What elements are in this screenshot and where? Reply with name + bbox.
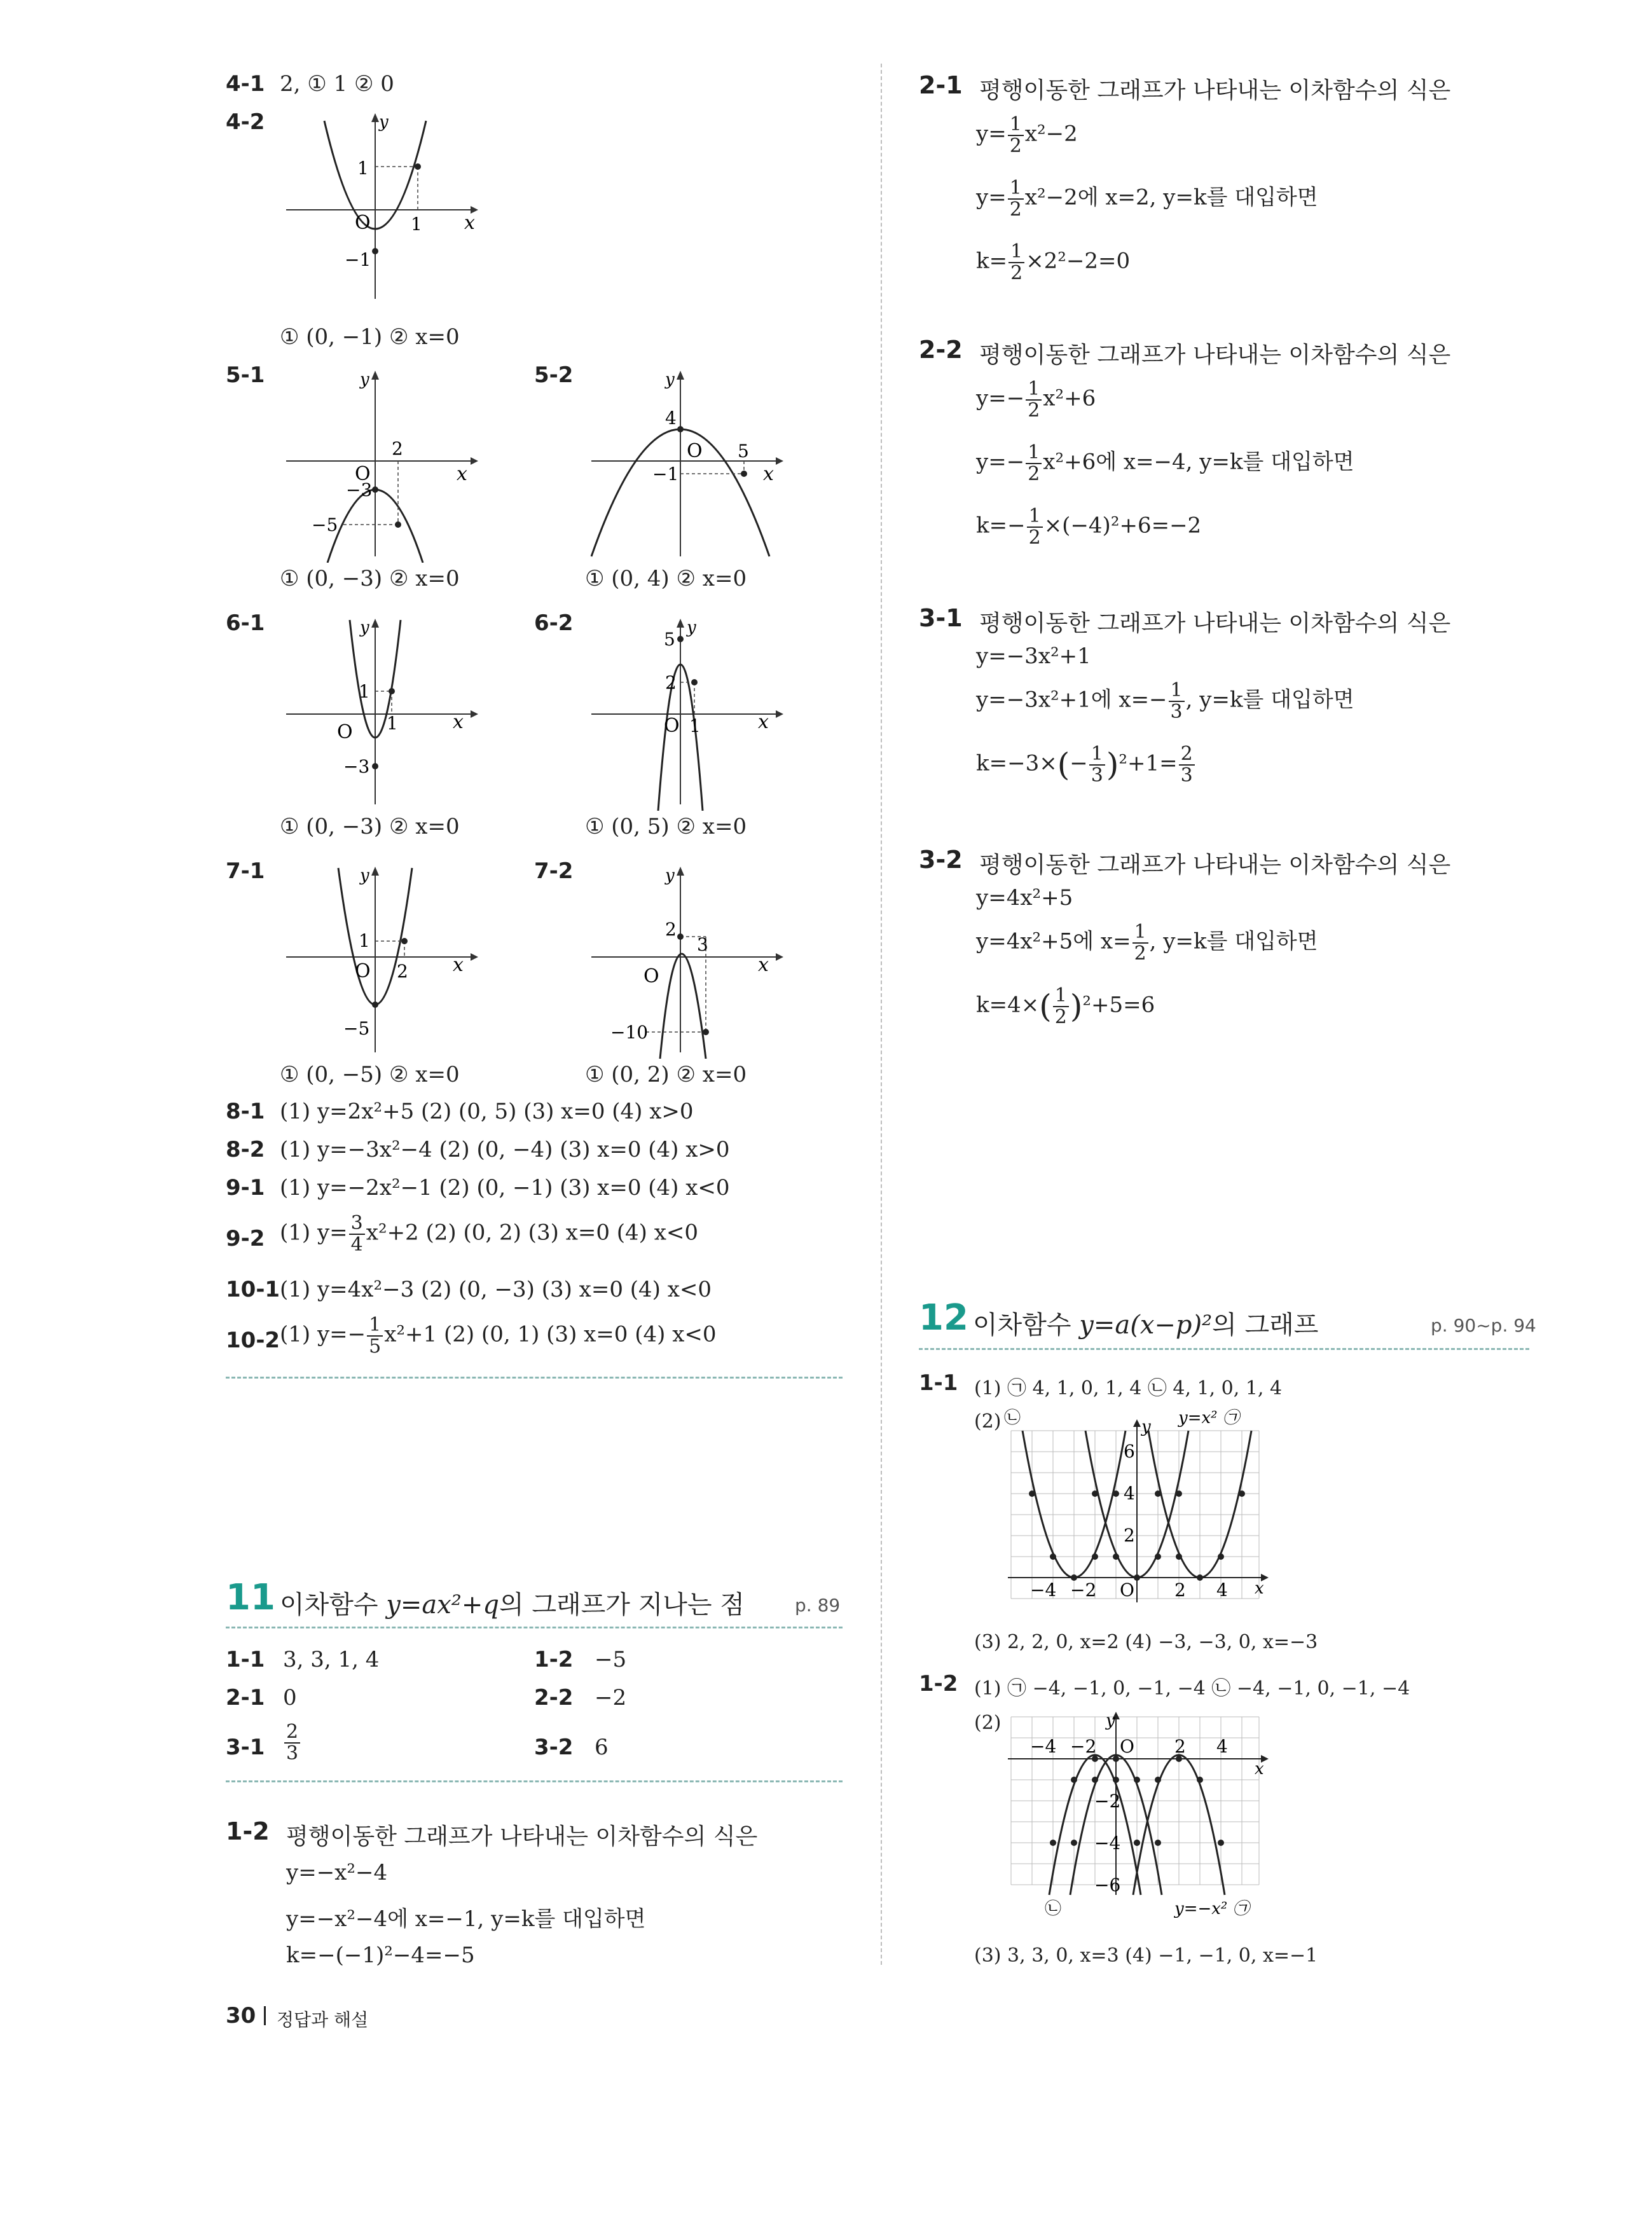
item-label: 3-2 bbox=[919, 846, 963, 874]
axis-label: y bbox=[1106, 1711, 1115, 1730]
solution-text: 평행이동한 그래프가 나타내는 이차함수의 식은 bbox=[979, 342, 1451, 368]
item-label: 8-1 bbox=[226, 1099, 265, 1124]
solution-text: k=−(−1)²−4=−5 bbox=[286, 1943, 475, 1968]
answer-text: 6 bbox=[595, 1735, 609, 1760]
axis-label: y bbox=[360, 618, 369, 637]
divider bbox=[226, 1377, 843, 1379]
tick-label: 2 bbox=[397, 961, 408, 982]
origin-label: O bbox=[644, 965, 659, 988]
item-label: 10-1 bbox=[226, 1277, 280, 1302]
tick-label: 1 bbox=[387, 713, 398, 734]
tick-label: −2 bbox=[1070, 1580, 1097, 1600]
tick-label: −5 bbox=[343, 1018, 370, 1039]
curve-label: ㉡ bbox=[1004, 1408, 1021, 1428]
item-label: 9-2 bbox=[226, 1226, 265, 1251]
origin-label: O bbox=[664, 715, 680, 737]
graph-1-2-grid bbox=[1002, 1710, 1294, 1933]
origin-label: O bbox=[337, 721, 353, 743]
axis-label: y bbox=[379, 113, 389, 132]
answer-text: −5 bbox=[595, 1647, 627, 1672]
item-label: 1-2 bbox=[226, 1817, 270, 1845]
tick-label: 2 bbox=[1124, 1525, 1135, 1546]
origin-label: O bbox=[355, 960, 371, 982]
axis-label: y bbox=[360, 370, 369, 389]
answer-text: (3) 2, 2, 0, x=2 (4) −3, −3, 0, x=−3 bbox=[974, 1631, 1318, 1653]
origin-label: O bbox=[687, 440, 703, 462]
tick-label: −4 bbox=[1030, 1736, 1057, 1757]
footer-separator bbox=[264, 2006, 266, 2025]
item-label: 7-1 bbox=[226, 858, 265, 884]
solution-text: y= $\frac{1}{2}$ x²−2에 x=2, y=k를 대입하면 bbox=[976, 177, 1318, 221]
tick-label: −3 bbox=[346, 479, 373, 500]
tick-label: 5 bbox=[738, 441, 749, 462]
answer-text: (1) y=−2x²−1 (2) (0, −1) (3) x=0 (4) x<0 bbox=[280, 1175, 730, 1201]
answer-text: ① (0, −3) ② x=0 bbox=[280, 566, 460, 591]
tick-label: 2 bbox=[392, 438, 403, 459]
answer-text: (1) y=−3x²−4 (2) (0, −4) (3) x=0 (4) x>0 bbox=[280, 1137, 730, 1162]
solution-text: 평행이동한 그래프가 나타내는 이차함수의 식은 bbox=[979, 610, 1451, 637]
section-number: 11 bbox=[226, 1577, 275, 1618]
solution-text: y=−x²−4에 x=−1, y=k를 대입하면 bbox=[286, 1906, 646, 1932]
tick-label: 4 bbox=[1216, 1736, 1228, 1757]
tick-label: −5 bbox=[312, 514, 338, 535]
solution-text: k=− $\frac{1}{2}$ ×(−4)²+6=−2 bbox=[976, 505, 1202, 549]
column-divider bbox=[881, 64, 882, 1965]
graph-6-2 bbox=[585, 614, 795, 811]
item-label: 2-1 bbox=[919, 71, 963, 99]
origin-label: O bbox=[355, 212, 371, 234]
item-label: 3-1 bbox=[919, 604, 963, 632]
axis-label: x bbox=[1255, 1579, 1264, 1598]
tick-label: 4 bbox=[1216, 1580, 1228, 1600]
tick-label: 4 bbox=[665, 408, 677, 429]
solution-text: k=4×( $\frac{1}{2}$ )²+5=6 bbox=[976, 984, 1155, 1028]
tick-label: −2 bbox=[1070, 1736, 1097, 1757]
item-label: 10-2 bbox=[226, 1328, 280, 1353]
tick-label: 1 bbox=[359, 930, 370, 951]
tick-label: 6 bbox=[1124, 1441, 1135, 1462]
axis-label: x bbox=[758, 711, 769, 733]
section-title: 이차함수 y=a(x−p)²의 그래프 bbox=[973, 1311, 1319, 1340]
tick-label: −4 bbox=[1030, 1580, 1057, 1600]
graph-7-2 bbox=[585, 862, 795, 1059]
axis-label: x bbox=[453, 711, 464, 733]
axis-label: x bbox=[1255, 1759, 1264, 1779]
axis-label: y bbox=[1141, 1417, 1151, 1436]
item-label: 1-1 bbox=[919, 1370, 958, 1396]
graph-5-2 bbox=[585, 366, 795, 563]
curve-label: y=x² ㉠ bbox=[1178, 1408, 1239, 1428]
answer-text: ① (0, 4) ② x=0 bbox=[585, 566, 747, 591]
tick-label: 4 bbox=[1124, 1483, 1135, 1504]
answer-text: (1) ㉠ −4, −1, 0, −1, −4 ㉡ −4, −1, 0, −1, −4 bbox=[974, 1677, 1410, 1700]
curve-label: ㉡ bbox=[1045, 1899, 1062, 1918]
answer-text: (2) bbox=[974, 1712, 1002, 1734]
axis-label: y bbox=[665, 866, 675, 885]
section-number: 12 bbox=[919, 1297, 968, 1339]
curve-label: y=−x² ㉠ bbox=[1174, 1899, 1249, 1918]
item-label: 1-2 bbox=[919, 1671, 958, 1697]
item-label: 3-2 bbox=[534, 1735, 574, 1760]
item-label: 6-2 bbox=[534, 610, 574, 636]
origin-label: O bbox=[355, 463, 371, 485]
tick-label: 1 bbox=[411, 214, 422, 235]
solution-text: 평행이동한 그래프가 나타내는 이차함수의 식은 bbox=[979, 78, 1451, 104]
solution-text: y=−x²−4 bbox=[286, 1860, 388, 1885]
answer-text: 2, ① 1 ② 0 bbox=[280, 71, 394, 97]
solution-text: y=− $\frac{1}{2}$ x²+6 bbox=[976, 378, 1096, 422]
tick-label: 2 bbox=[1174, 1580, 1186, 1600]
item-label: 6-1 bbox=[226, 610, 265, 636]
solution-text: y=4x²+5 bbox=[976, 885, 1073, 911]
answer-text: 3, 3, 1, 4 bbox=[283, 1647, 380, 1672]
graph-1-1-grid bbox=[1002, 1405, 1294, 1621]
item-label: 1-2 bbox=[534, 1647, 574, 1672]
solution-text: 평행이동한 그래프가 나타내는 이차함수의 식은 bbox=[286, 1824, 758, 1850]
axis-label: y bbox=[665, 370, 675, 389]
answer-text: (2) bbox=[974, 1410, 1002, 1433]
axis-label: x bbox=[763, 463, 774, 485]
answer-text: (3) 3, 3, 0, x=3 (4) −1, −1, 0, x=−1 bbox=[974, 1944, 1318, 1967]
answer-text: (1) y= $\frac{3}{4}$ x²+2 (2) (0, 2) (3) x=0 (4) x<0 bbox=[280, 1212, 699, 1256]
tick-label: 1 bbox=[357, 158, 369, 179]
answer-text: 0 bbox=[283, 1685, 297, 1710]
item-label: 9-1 bbox=[226, 1175, 265, 1201]
page-ref: p. 90~p. 94 bbox=[1431, 1315, 1536, 1336]
solution-text: y= $\frac{1}{2}$ x²−2 bbox=[976, 113, 1078, 157]
item-label: 5-1 bbox=[226, 362, 265, 388]
tick-label: −2 bbox=[1094, 1791, 1121, 1812]
graph-4-2 bbox=[280, 108, 483, 305]
item-label: 2-2 bbox=[919, 336, 963, 364]
answer-text: ① (0, 2) ② x=0 bbox=[585, 1062, 747, 1087]
tick-label: −3 bbox=[343, 756, 370, 777]
tick-label: 5 bbox=[664, 629, 675, 650]
item-label: 4-1 bbox=[226, 71, 265, 97]
item-label: 7-2 bbox=[534, 858, 574, 884]
section-title: 이차함수 y=ax²+q의 그래프가 지나는 점 bbox=[280, 1590, 745, 1620]
solution-text: 평행이동한 그래프가 나타내는 이차함수의 식은 bbox=[979, 852, 1451, 878]
axis-label: x bbox=[453, 954, 464, 976]
answer-text: (1) y=2x²+5 (2) (0, 5) (3) x=0 (4) x>0 bbox=[280, 1099, 694, 1124]
answer-text: $\frac{2}{3}$ bbox=[283, 1722, 301, 1763]
answer-text: ① (0, −5) ② x=0 bbox=[280, 1062, 460, 1087]
answer-text: ① (0, −3) ② x=0 bbox=[280, 814, 460, 839]
page-number: 30 bbox=[226, 2003, 256, 2028]
origin-label: O bbox=[1120, 1580, 1134, 1600]
tick-label: 2 bbox=[665, 672, 677, 693]
tick-label: −4 bbox=[1094, 1833, 1121, 1854]
divider bbox=[226, 1780, 843, 1782]
tick-label: 1 bbox=[359, 681, 370, 702]
footer-title: 정답과 해설 bbox=[277, 2009, 369, 2030]
item-label: 3-1 bbox=[226, 1735, 265, 1760]
answer-text: ① (0, −1) ② x=0 bbox=[280, 324, 460, 350]
item-label: 8-2 bbox=[226, 1137, 265, 1162]
divider bbox=[226, 1627, 843, 1628]
item-label: 2-2 bbox=[534, 1685, 574, 1710]
graph-5-1 bbox=[280, 366, 490, 563]
tick-label: 1 bbox=[689, 715, 701, 736]
axis-label: y bbox=[360, 866, 369, 885]
solution-text: k=−3×(− $\frac{1}{3}$ )²+1= $\frac{2}{3}$ bbox=[976, 744, 1196, 785]
axis-label: y bbox=[687, 618, 696, 637]
answer-text: −2 bbox=[595, 1685, 627, 1710]
divider bbox=[919, 1348, 1529, 1350]
page-ref: p. 89 bbox=[795, 1595, 841, 1616]
graph-7-1 bbox=[280, 862, 490, 1059]
solution-text: y=−3x²+1에 x=− $\frac{1}{3}$ , y=k를 대입하면 bbox=[976, 679, 1354, 723]
tick-label: −6 bbox=[1094, 1875, 1121, 1896]
tick-label: −10 bbox=[610, 1022, 649, 1043]
solution-text: y=− $\frac{1}{2}$ x²+6에 x=−4, y=k를 대입하면 bbox=[976, 441, 1354, 485]
item-label: 4-2 bbox=[226, 109, 265, 135]
answer-text: (1) y=4x²−3 (2) (0, −3) (3) x=0 (4) x<0 bbox=[280, 1277, 712, 1302]
tick-label: 2 bbox=[665, 919, 677, 940]
item-label: 2-1 bbox=[226, 1685, 265, 1710]
answer-text: ① (0, 5) ② x=0 bbox=[585, 814, 747, 839]
tick-label: −1 bbox=[345, 249, 371, 270]
solution-text: k= $\frac{1}{2}$ ×2²−2=0 bbox=[976, 240, 1131, 284]
solution-text: y=−3x²+1 bbox=[976, 644, 1091, 669]
answer-text: (1) y=− $\frac{1}{5}$ x²+1 (2) (0, 1) (3) x=0 (4) x<0 bbox=[280, 1314, 717, 1358]
item-label: 1-1 bbox=[226, 1647, 265, 1672]
axis-label: x bbox=[758, 954, 769, 976]
axis-label: x bbox=[457, 463, 467, 485]
tick-label: −1 bbox=[652, 464, 679, 485]
answer-text: (1) ㉠ 4, 1, 0, 1, 4 ㉡ 4, 1, 0, 1, 4 bbox=[974, 1377, 1283, 1400]
tick-label: 3 bbox=[697, 934, 708, 955]
tick-label: 2 bbox=[1174, 1736, 1186, 1757]
graph-6-1 bbox=[280, 614, 490, 811]
solution-text: y=4x²+5에 x= $\frac{1}{2}$ , y=k를 대입하면 bbox=[976, 921, 1318, 965]
item-label: 5-2 bbox=[534, 362, 574, 388]
origin-label: O bbox=[1120, 1736, 1134, 1757]
axis-label: x bbox=[464, 212, 475, 234]
